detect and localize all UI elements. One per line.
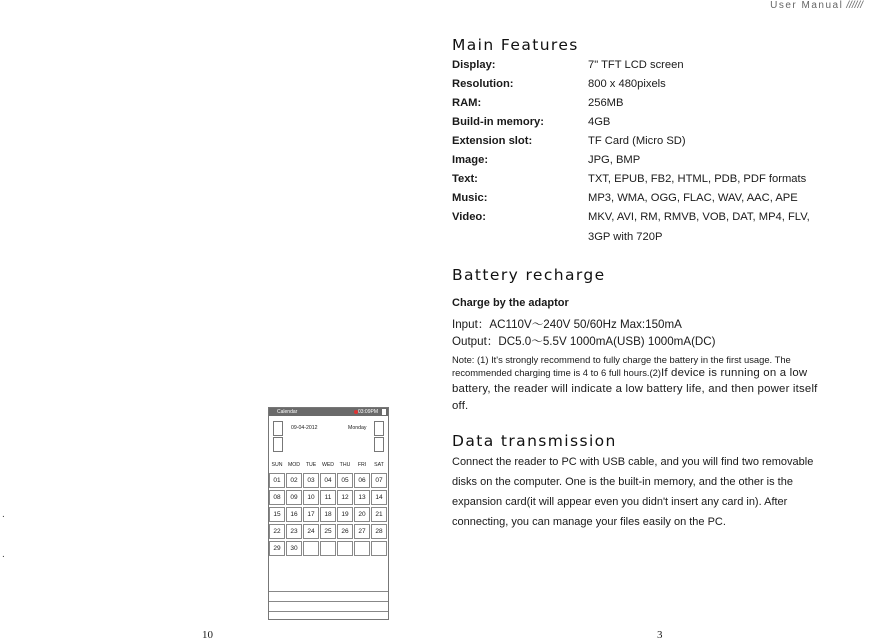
- spec-value: MKV, AVI, RM, RMVB, VOB, DAT, MP4, FLV,: [588, 211, 810, 223]
- running-header: [770, 0, 863, 11]
- margin-dot: .: [2, 509, 5, 520]
- data-transmission-line: connecting, you can manage your files easily on the PC.: [452, 516, 726, 528]
- calendar-day-cell: 06: [354, 473, 370, 488]
- calendar-day-cell: 17: [303, 507, 319, 522]
- calendar-day-cell: 01: [269, 473, 285, 488]
- data-transmission-heading: Data transmission: [452, 432, 617, 450]
- calendar-day-cell: 29: [269, 541, 285, 556]
- spec-label: Build-in memory:: [452, 116, 544, 128]
- calendar-day-cell: 24: [303, 524, 319, 539]
- prev-month-icon: [273, 437, 283, 452]
- spec-value: TF Card (Micro SD): [588, 135, 686, 147]
- spec-label: Resolution:: [452, 78, 514, 90]
- spec-label: Video:: [452, 211, 486, 223]
- spec-value: TXT, EPUB, FB2, HTML, PDB, PDF formats: [588, 173, 807, 185]
- battery-note-line: Note: (1) It's strongly recommend to fully charge the battery in the first usage. The: [452, 354, 791, 365]
- calendar-day-cell: 26: [337, 524, 353, 539]
- prev-year-icon: [273, 421, 283, 436]
- header-title: User Manual: [770, 0, 844, 11]
- next-year-icon: [374, 421, 384, 436]
- battery-note-part: recommended charging time is 4 to 6 full hours.(2): [452, 367, 661, 378]
- day-header: THU: [339, 462, 351, 468]
- calendar-day-cell: 12: [337, 490, 353, 505]
- calendar-day-cell: [320, 541, 336, 556]
- spec-value: 256MB: [588, 97, 624, 109]
- calendar-day-cell: 11: [320, 490, 336, 505]
- calendar-date: 09-04-2012: [291, 425, 318, 431]
- spec-label: Display:: [452, 59, 496, 71]
- main-features-heading: Main Features: [452, 36, 579, 54]
- calendar-day-cell: 09: [286, 490, 302, 505]
- battery-note-line: battery, the reader will indicate a low battery life, and then power itself: [452, 383, 818, 395]
- calendar-day-cell: 03: [303, 473, 319, 488]
- calendar-day-cell: 18: [320, 507, 336, 522]
- battery-input-spec: Input：AC110V～240V 50/60Hz Max:150mA: [452, 318, 682, 331]
- calendar-divider: [269, 601, 388, 602]
- spec-value: 3GP with 720P: [588, 231, 663, 243]
- calendar-day-cell: 05: [337, 473, 353, 488]
- calendar-day-cell: 27: [354, 524, 370, 539]
- calendar-day-cell: [303, 541, 319, 556]
- calendar-divider: [269, 591, 388, 592]
- battery-note-line: off.: [452, 400, 469, 412]
- calendar-day-cell: 28: [371, 524, 387, 539]
- battery-icon: [382, 409, 386, 415]
- calendar-day-cell: 13: [354, 490, 370, 505]
- day-header: FRI: [357, 462, 367, 468]
- day-header: SUN: [271, 462, 283, 468]
- calendar-day-cell: 21: [371, 507, 387, 522]
- spec-label: Text:: [452, 173, 478, 185]
- calendar-day-cell: 07: [371, 473, 387, 488]
- next-month-icon: [374, 437, 384, 452]
- calendar-screenshot: [268, 407, 389, 620]
- battery-note-line: [452, 366, 807, 381]
- battery-subtitle: Charge by the adaptor: [452, 297, 569, 309]
- left-page-number: 10: [202, 629, 213, 641]
- data-transmission-line: expansion card(it will appear even you didn't insert any card in). After: [452, 496, 788, 508]
- calendar-day-cell: 08: [269, 490, 285, 505]
- calendar-divider: [269, 611, 388, 612]
- calendar-day-cell: 30: [286, 541, 302, 556]
- spec-label: Image:: [452, 154, 489, 166]
- spec-value: 4GB: [588, 116, 611, 128]
- calendar-day-cell: 19: [337, 507, 353, 522]
- calendar-day-cell: 14: [371, 490, 387, 505]
- battery-output-spec: Output：DC5.0～5.5V 1000mA(USB) 1000mA(DC): [452, 335, 716, 348]
- day-header: SAT: [374, 462, 384, 468]
- calendar-day-cell: [371, 541, 387, 556]
- calendar-app-title: Calendar: [277, 409, 298, 415]
- margin-dot: .: [2, 549, 5, 560]
- calendar-time: 03:09PM: [357, 409, 378, 415]
- right-page-number: 3: [657, 629, 663, 641]
- spec-value: MP3, WMA, OGG, FLAC, WAV, AAC, APE: [588, 192, 798, 204]
- calendar-day-cell: 20: [354, 507, 370, 522]
- day-header: TUE: [305, 462, 317, 468]
- calendar-day-cell: [337, 541, 353, 556]
- calendar-day-cell: 22: [269, 524, 285, 539]
- calendar-day-cell: 02: [286, 473, 302, 488]
- spec-value: JPG, BMP: [588, 154, 641, 166]
- calendar-day-cell: [354, 541, 370, 556]
- spec-value: 7" TFT LCD screen: [588, 59, 684, 71]
- spec-value: 800 x 480pixels: [588, 78, 666, 90]
- calendar-day-cell: 10: [303, 490, 319, 505]
- battery-recharge-heading: Battery recharge: [452, 266, 606, 284]
- calendar-day-cell: 25: [320, 524, 336, 539]
- day-header: WED: [321, 462, 335, 468]
- battery-note-part: If device is running on a low: [660, 367, 808, 379]
- header-slashes: //////: [846, 0, 863, 11]
- day-header: MOD: [287, 462, 301, 468]
- spec-label: Music:: [452, 192, 488, 204]
- calendar-day-cell: 04: [320, 473, 336, 488]
- data-transmission-line: disks on the computer. One is the built-in memory, and the other is the: [452, 476, 793, 488]
- spec-label: Extension slot:: [452, 135, 533, 147]
- calendar-day-cell: 23: [286, 524, 302, 539]
- calendar-weekday: Monday: [348, 425, 367, 431]
- calendar-titlebar: [269, 408, 388, 416]
- calendar-day-cell: 16: [286, 507, 302, 522]
- calendar-day-cell: 15: [269, 507, 285, 522]
- spec-label: RAM:: [452, 97, 482, 109]
- data-transmission-line: Connect the reader to PC with USB cable, and you will find two removable: [452, 456, 814, 468]
